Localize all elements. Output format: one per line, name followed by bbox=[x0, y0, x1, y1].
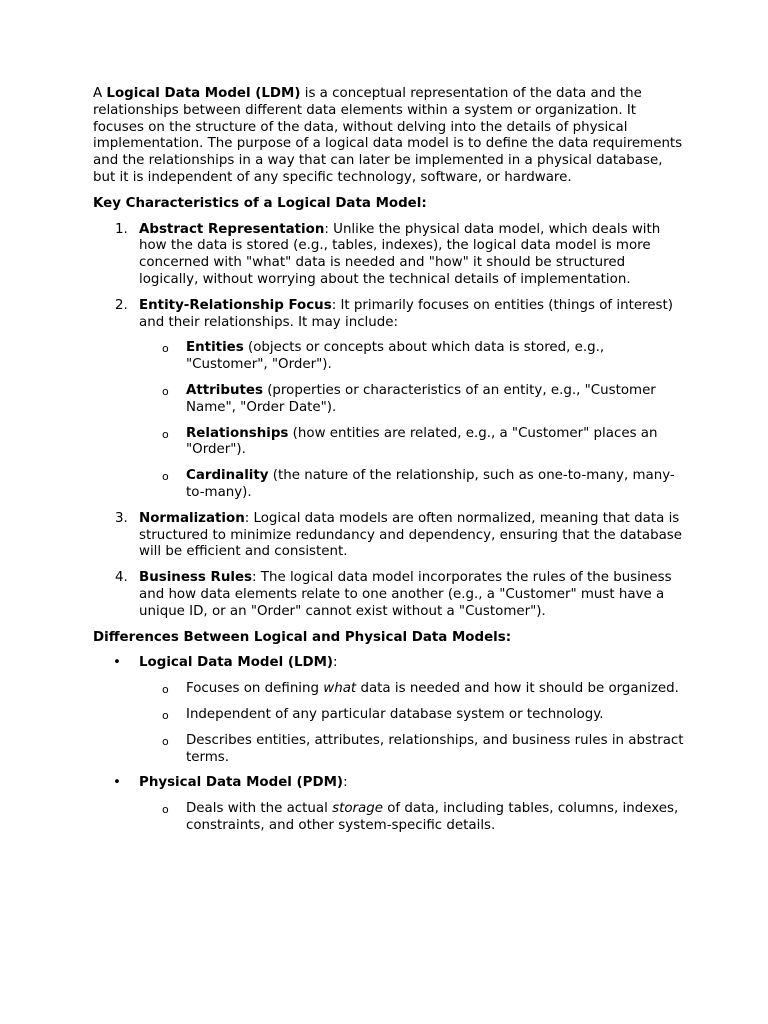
sub-list bbox=[139, 801, 688, 835]
sub-list-item: o Deals with the actual storage of data, including tables, columns, indexes, constraints, and other system-specific details. bbox=[162, 801, 679, 833]
bullet-item-ldm: • Logical Data Model (LDM): o Focuses on defining what data is needed and how it should be organized. o Independent of any particular database system or technology. o Describes entities, attributes, relationships, and business rules in abstract terms. bbox=[93, 655, 688, 766]
item-title: Normalization bbox=[139, 510, 245, 526]
sub-bullet-icon: o bbox=[162, 734, 169, 748]
section-heading-differences: Differences Between Logical and Physical Data Models: bbox=[93, 629, 512, 645]
section-heading-characteristics: Key Characteristics of a Logical Data Model: bbox=[93, 195, 427, 211]
sub-list-item: o Independent of any particular database system or technology. bbox=[93, 707, 688, 724]
intro-term: Logical Data Model (LDM) bbox=[106, 86, 301, 101]
sub-list bbox=[139, 340, 688, 501]
item-title: Physical Data Model (PDM) bbox=[139, 775, 344, 791]
sub-bullet-icon: o bbox=[162, 427, 169, 441]
list-number: 3. bbox=[115, 510, 128, 526]
list-item: 3. Normalization: Logical data models are often normalized, meaning that data is structured to minimize redundancy and dependency, ensuring that the database will be efficient and consistent. bbox=[115, 510, 683, 560]
list-number: 2. bbox=[115, 297, 128, 313]
bullet-icon: • bbox=[113, 775, 121, 791]
sub-bullet-icon: o bbox=[162, 683, 169, 697]
sub-list-item: o Cardinality (the nature of the relationship, such as one-to-many, many-to-many). bbox=[162, 468, 675, 500]
list-item: 1. Abstract Representation: Unlike the physical data model, which deals with how the data is stored (e.g., tables, indexes), the logical data model is more concerned with "what" data is needed and "how" it should be structured logically, without worrying about the technical details of implementation. bbox=[115, 221, 661, 287]
list-number: 4. bbox=[115, 570, 128, 586]
list-number: 1. bbox=[115, 221, 128, 237]
sub-list-item: o Relationships (how entities are related, e.g., a "Customer" places an "Order"). bbox=[162, 425, 658, 458]
item-title: Logical Data Model (LDM) bbox=[139, 655, 334, 671]
sub-bullet-icon: o bbox=[162, 803, 169, 817]
sub-list-item: o Entities (objects or concepts about which data is stored, e.g., "Customer", "Order"). bbox=[162, 340, 605, 373]
sub-list-item: o Describes entities, attributes, relationships, and business rules in abstract terms. bbox=[162, 732, 684, 765]
item-title: Entity-Relationship Focus bbox=[139, 297, 332, 313]
sub-bullet-icon: o bbox=[162, 384, 169, 398]
list-item: 2. Entity-Relationship Focus: It primarily focuses on entities (things of interest) and their relationships. It may include: o Entities (objects or concepts about which data is stored, e.g., "Customer", "Order"). o Attributes (properties or characteristics of an entity, e.g., "Customer Name", "Order Date"). o Relationships (how entities are related, e.g., a "Customer" places an "Order"). o Cardinality (the nature of the relationship, such as one-to-many, many-to-many). bbox=[93, 298, 688, 502]
sub-list bbox=[139, 681, 688, 766]
sub-list-item: o Focuses on defining what data is needed and how it should be organized. bbox=[93, 681, 688, 698]
list-item: 4. Business Rules: The logical data model incorporates the rules of the business and how data elements relate to one another (e.g., a "Customer" must have a unique ID, or an "Order" cannot exist without a "Customer"). bbox=[115, 570, 672, 619]
sub-bullet-icon: o bbox=[162, 708, 169, 722]
bullet-item-pdm: • Physical Data Model (PDM): o Deals with the actual storage of data, including tables, columns, indexes, constraints, and other system-specific details. bbox=[93, 775, 688, 834]
document-body bbox=[93, 86, 688, 844]
bullet-icon: • bbox=[113, 655, 121, 671]
item-title: Business Rules bbox=[139, 570, 253, 586]
sub-bullet-icon: o bbox=[162, 342, 169, 356]
intro-paragraph: A Logical Data Model (LDM) is a conceptual representation of the data and the relationships between different data elements within a system or organization. It focuses on the structure of the data, without delving into the details of physical implementation. The purpose of a logical data model is to define the data requirements and the relationships in a way that can later be implemented in a physical database, but it is independent of any specific technology, software, or hardware. bbox=[93, 86, 683, 185]
sub-bullet-icon: o bbox=[162, 470, 169, 484]
sub-list-item: o Attributes (properties or characteristics of an entity, e.g., "Customer Name", "Order Date"). bbox=[162, 382, 656, 415]
item-title: Abstract Representation bbox=[139, 221, 325, 237]
